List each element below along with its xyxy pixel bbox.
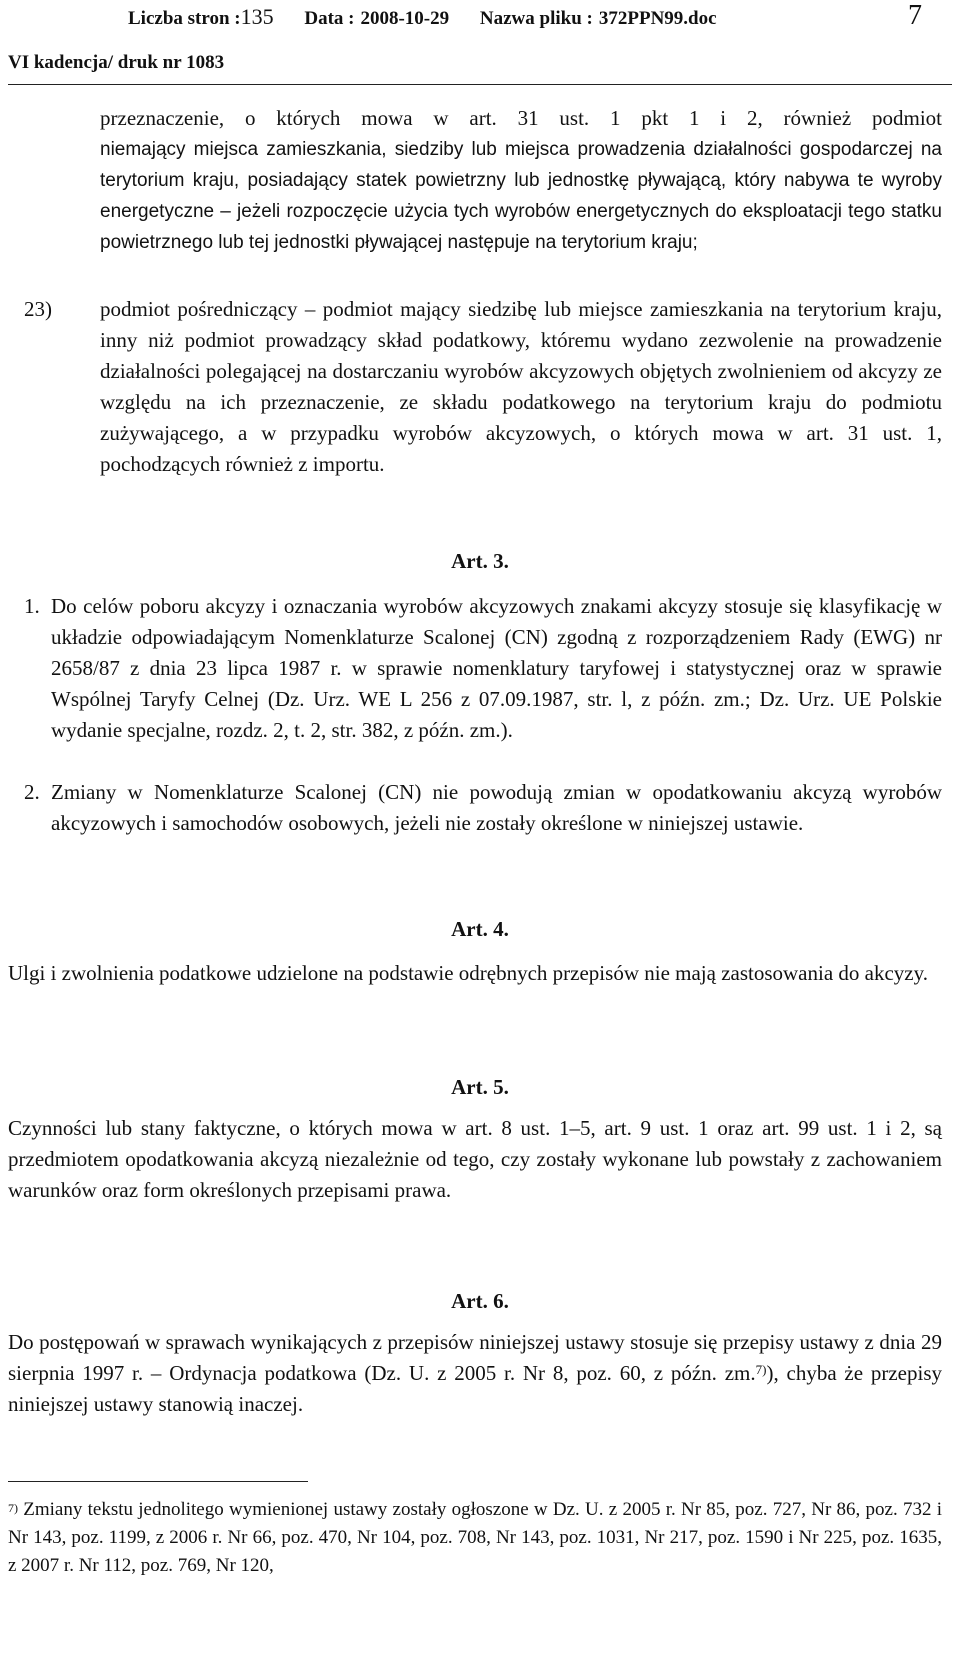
footnote-text: Zmiany tekstu jednolitego wymienionej ustawy zostały ogłoszone w Dz. U. z 2005 r. Nr 85, poz. 727, Nr 86, poz. 732 i Nr 143, poz. 1199, z 2006 r. Nr 66, poz. 470, Nr 104, poz. 708, Nr 143, poz. 1031, Nr 217, poz. 1590 i Nr 225, poz. 1635, z 2007 r. Nr 112, poz. 769, Nr 120, [8,1499,943,1576]
paragraph-number: 2. [24,780,40,804]
item-number: 23) [24,297,52,321]
article-4-title: Art. 4. [451,917,509,941]
pages-value: 135 [240,4,274,29]
art3-paragraph-2 [24,777,942,839]
article-5-text: Czynności lub stany faktyczne, o których mowa w art. 8 ust. 1–5, art. 9 ust. 1 oraz art. 99 ust. 1 i 2, są przedmiotem opodatkowania akcyzą niezależnie od tego, czy zostały wykonane lub powstały z zachowaniem warunków oraz form określonych przepisami prawa. [8,1116,942,1202]
pages-label: Liczba stron : [128,8,241,29]
list-item-23 [24,294,942,480]
article-4-text: Ulgi i zwolnienia podatkowe udzielone na podstawie odrębnych przepisów nie mają zastosowania do akcyzy. [8,961,929,985]
footnote-reference[interactable]: 7) [755,1362,767,1377]
footnote-separator [8,1481,308,1482]
file-label: Nazwa pliku : [479,8,593,29]
date-field [304,8,449,29]
item-text: podmiot pośredniczący – podmiot mający siedzibę lub miejsce zamieszkania na terytorium kraju, inny niż podmiot prowadzący skład podatkowy, któremu wydano zezwolenie na prowadzenie działalności polegającej na dostarczaniu wyrobów akcyzowych objętych zwolnieniem od akcyzy ze względu na ich przeznaczenie, ze składu podatkowego na terytorium kraju do podmiotu zużywającego, a w przypadku wyrobów akcyzowych, o których mowa w art. 31 ust. 1, pochodzących również z importu. [100,297,942,476]
paragraph-number: 1. [24,594,40,618]
article-3-title: Art. 3. [451,549,509,573]
kadencja-label: VI kadencja/ druk nr 1083 [8,52,225,73]
footnote-marker: 7) [8,1501,18,1515]
paragraph-text: Zmiany w Nomenklaturze Scalonej (CN) nie powodują zmian w opodatkowaniu akcyzą wyrobów akcyzowych i samochodów osobowych, jeżeli nie zostały określone w niniejszej ustawie. [51,780,942,835]
article-6-title: Art. 6. [451,1289,509,1313]
continuation-serif-line: przeznaczenie, o których mowa w art. 31 ust. 1 pkt 1 i 2, również podmiot [100,106,942,130]
file-field [480,8,717,29]
continuation-paragraph [100,103,942,258]
pages-count [128,4,274,29]
page-number: 7 [908,0,922,31]
art6-text-before: Do postępowań w sprawach wynikających z przepisów niniejszej ustawy stosuje się przepisy ustawy z dnia 29 sierpnia 1997 r. – Ordynacja podatkowa (Dz. U. z 2005 r. Nr 8, poz. 60, z późn. zm. [8,1330,942,1385]
paragraph-text: Do celów poboru akcyzy i oznaczania wyrobów akcyzowych znakami akcyzy stosuje się klasyfikację w układzie odpowiadającym Nomenklaturze Scalonej (CN) zgodną z rozporządzeniem Rady (EWG) nr 2658/87 z dnia 23 lipca 1987 r. w sprawie nomenklatury taryfowej i statystycznej oraz w sprawie Wspólnej Taryfy Celnej (Dz. Urz. WE L 256 z 07.09.1987, str. l, z późn. zm.; Dz. Urz. UE Polskie wydanie specjalne, rozdz. 2, t. 2, str. 382, z późn. zm.). [51,594,942,742]
header-meta [128,4,743,30]
footnote [8,1496,942,1580]
date-value: 2008-10-29 [360,8,450,29]
continuation-sans-text: niemający miejsca zamieszkania, siedziby lub miejsca prowadzenia działalności gospodarczej na terytorium kraju, posiadający statek powietrzny lub jednostkę pływającą, który nabywa te wyroby energetyczne – jeżeli rozpoczęcie użycia tych wyrobów energetycznych do eksploatacji tego statku powietrznego lub tej jednostki pływającej następuje na terytorium kraju; [100,139,942,253]
art6-text-after: ), chyba że przepisy niniejszej ustawy stanowią inaczej. [8,1361,942,1416]
article-6-text [8,1327,942,1420]
article-5-title: Art. 5. [451,1075,509,1099]
page-header [8,0,952,85]
file-value: 372PPN99.doc [598,8,717,29]
date-label: Data : [304,8,355,29]
art3-paragraph-1 [24,591,942,746]
